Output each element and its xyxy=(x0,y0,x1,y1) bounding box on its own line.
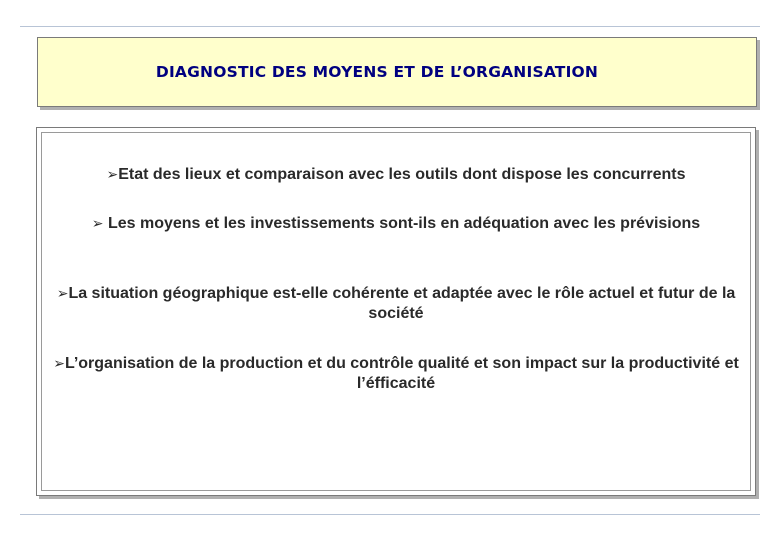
list-item xyxy=(48,165,744,185)
list-item-text: Les moyens et les investissements sont-ils en adéquation avec les prévisions xyxy=(103,215,701,232)
top-divider xyxy=(20,26,760,27)
list-item-text: Etat des lieux et comparaison avec les outils dont dispose les concurrents xyxy=(118,166,686,183)
list-item-text: L’organisation de la production et du contrôle qualité et son impact sur la productivité et l’éfficacité xyxy=(64,355,739,392)
arrow-bullet-icon: ➢ xyxy=(91,216,104,232)
list-item xyxy=(48,214,744,234)
arrow-bullet-icon: ➢ xyxy=(106,167,119,183)
arrow-bullet-icon: ➢ xyxy=(53,356,65,372)
page-title: DIAGNOSTIC DES MOYENS ET DE L’ORGANISATION xyxy=(155,63,599,81)
bottom-divider xyxy=(20,514,760,515)
list-item xyxy=(48,284,744,324)
title-banner xyxy=(37,37,757,107)
list-item-text: La situation géographique est-elle cohérente et adaptée avec le rôle actuel et futur de la société xyxy=(68,285,736,322)
arrow-bullet-icon: ➢ xyxy=(56,286,69,302)
content-inner-frame xyxy=(41,132,751,491)
content-panel xyxy=(36,127,756,496)
list-item xyxy=(48,354,744,394)
